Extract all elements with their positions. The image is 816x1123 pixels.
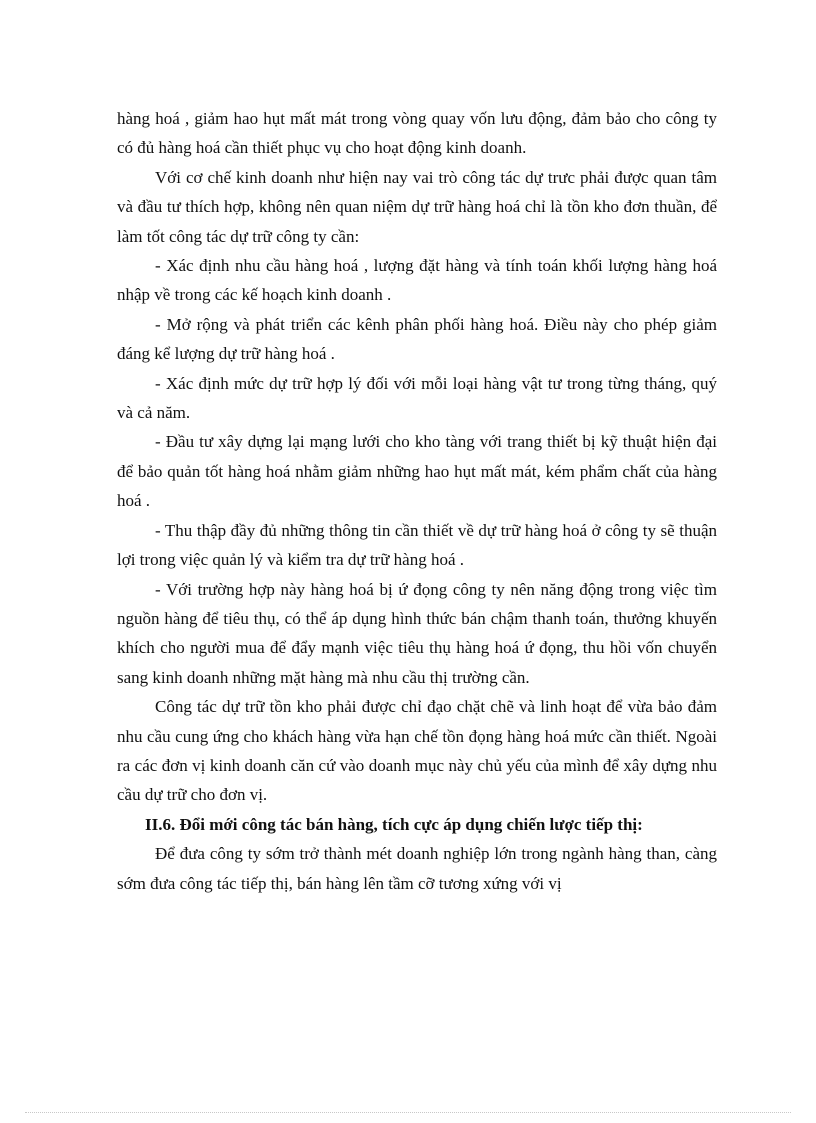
paragraph-inventory-control: Công tác dự trữ tồn kho phải được chỉ đạo chặt chẽ và linh hoạt để vừa bảo đảm nhu cầu cung ứng cho khách hàng vừa hạn chế tồn đọng hàng hoá mức cần thiết. Ngoài ra các đơn vị kinh doanh căn cứ vào doanh mục này chủ yếu của mình để xây dựng nhu cầu dự trữ cho đơn vị. xyxy=(117,697,717,805)
paragraph-continuation: hàng hoá , giảm hao hụt mất mát trong vòng quay vốn lưu động, đảm bảo cho công ty có đủ hàng hoá cần thiết phục vụ cho hoạt động kinh doanh. xyxy=(117,109,717,158)
bullet-information: - Thu thập đầy đủ những thông tin cần thiết về dự trữ hàng hoá ở công ty sẽ thuận lợi trong việc quản lý và kiểm tra dự trữ hàng hoá . xyxy=(117,520,717,570)
paragraph-reserve-role: Với cơ chế kinh doanh như hiện nay vai trò công tác dự trưc phải được quan tâm và đầu tư thích hợp, không nên quan niệm dự trữ hàng hoá chỉ là tồn kho đơn thuần, để làm tốt công tác dự trữ công ty cần: xyxy=(117,167,717,246)
section-heading: II.6. Đổi mới công tác bán hàng, tích cực áp dụng chiến lược tiếp thị: xyxy=(145,814,643,834)
paragraph-closing: Để đưa công ty sớm trở thành mét doanh nghiệp lớn trong ngành hàng than, càng sớm đưa công tác tiếp thị, bán hàng lên tầm cỡ tương xứng với vị xyxy=(117,844,717,893)
bullet-reserve-level: - Xác định mức dự trữ hợp lý đối với mỗi loại hàng vật tư trong từng tháng, quý và cả năm. xyxy=(117,373,717,423)
page-bottom-divider xyxy=(25,1112,791,1113)
bullet-warehouse: - Đầu tư xây dựng lại mạng lưới cho kho tàng với trang thiết bị kỹ thuật hiện đại để bảo quản tốt hàng hoá nhằm giảm những hao hụt mất mát, kém phẩm chất của hàng hoá . xyxy=(117,432,717,511)
bullet-distribution: - Mở rộng và phát triển các kênh phân phối hàng hoá. Điều này cho phép giảm đáng kể lượng dự trữ hàng hoá . xyxy=(117,314,717,364)
document-page xyxy=(117,104,717,898)
bullet-stagnant-goods: - Với trường hợp này hàng hoá bị ứ đọng công ty nên năng động trong việc tìm nguồn hàng để tiêu thụ, có thể áp dụng hình thức bán chậm thanh toán, thưởng khuyến khích cho người mua để đẩy mạnh việc tiêu thụ hàng hoá ứ đọng, thu hồi vốn chuyển sang kinh doanh những mặt hàng mà nhu cầu thị trường cần. xyxy=(117,579,717,687)
bullet-demand: - Xác định nhu cầu hàng hoá , lượng đặt hàng và tính toán khối lượng hàng hoá nhập về trong các kế hoạch kinh doanh . xyxy=(117,256,717,305)
